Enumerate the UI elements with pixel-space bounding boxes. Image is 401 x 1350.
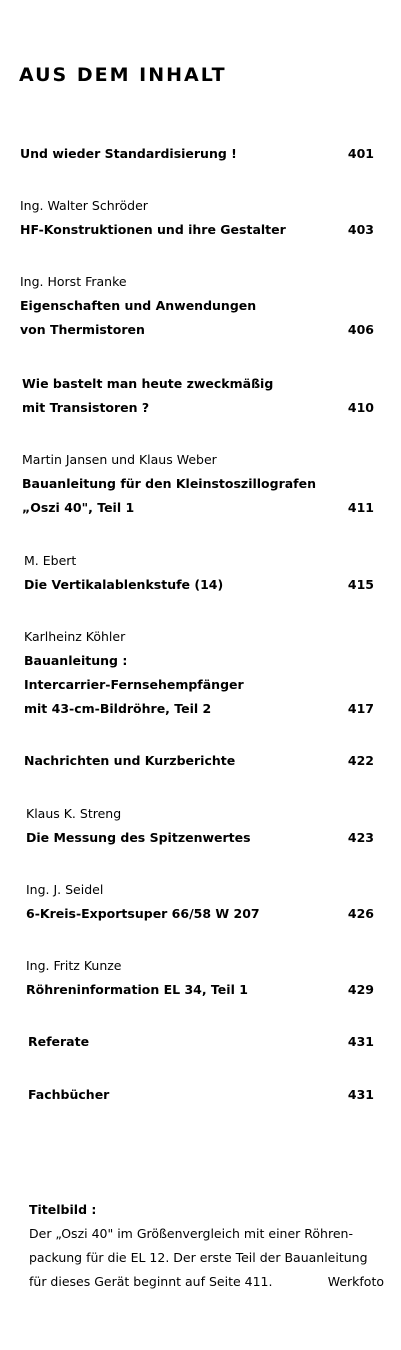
entry-title-line: 6-Kreis-Exportsuper 66/58 W 207 (26, 906, 260, 921)
entry-title-line: Röhreninformation EL 34, Teil 1 (26, 982, 248, 997)
caption-line-last (29, 1270, 384, 1294)
entry-title-line: Referate (28, 1034, 90, 1049)
entry-page-number: 403 (347, 222, 374, 237)
entry-title-line: mit Transistoren ? (22, 400, 150, 415)
entry-author: Ing. Horst Franke (20, 274, 127, 289)
entry-title-line: von Thermistoren (20, 322, 145, 337)
entry-page-number: 401 (347, 146, 374, 161)
entry-page-number: 423 (347, 830, 374, 845)
entry-title-line: HF-Konstruktionen und ihre Gestalter (20, 222, 286, 237)
photo-credit: Werkfoto (327, 1274, 384, 1289)
entry-page-number: 422 (347, 753, 374, 768)
entry-title-line: Bauanleitung für den Kleinstoszillografen (22, 476, 317, 491)
entry-author: Karlheinz Köhler (24, 629, 126, 644)
page-heading: AUS DEM INHALT (19, 64, 227, 86)
entry-title-line: Wie bastelt man heute zweckmäßig (22, 376, 274, 391)
entry-title-line: Fachbücher (28, 1087, 110, 1102)
entry-title-line: Nachrichten und Kurzberichte (24, 753, 236, 768)
caption-label: Titelbild : (29, 1202, 97, 1217)
entry-page-number: 406 (347, 322, 374, 337)
entry-page-number: 426 (347, 906, 374, 921)
entry-page-number: 410 (347, 400, 374, 415)
entry-page-number: 411 (347, 500, 374, 515)
entry-page-number: 415 (347, 577, 374, 592)
entry-author: Ing. J. Seidel (26, 882, 104, 897)
entry-title-line: „Oszi 40", Teil 1 (22, 500, 135, 515)
entry-page-number: 429 (347, 982, 374, 997)
entry-page-number: 431 (347, 1087, 374, 1102)
entry-author: Martin Jansen und Klaus Weber (22, 452, 217, 467)
entry-title-line: Und wieder Standardisierung ! (20, 146, 237, 161)
caption-line: packung für die EL 12. Der erste Teil der Bauanleitung (29, 1250, 368, 1265)
entry-page-number: 417 (347, 701, 374, 716)
entry-author: Ing. Walter Schröder (20, 198, 148, 213)
cover-caption (29, 1198, 384, 1294)
entry-page-number: 431 (347, 1034, 374, 1049)
caption-line-text: für dieses Gerät beginnt auf Seite 411. (29, 1274, 273, 1289)
entry-author: Ing. Fritz Kunze (26, 958, 122, 973)
entry-title-line: Die Vertikalablenkstufe (14) (24, 577, 224, 592)
entry-author: Klaus K. Streng (26, 806, 122, 821)
entry-author: M. Ebert (24, 553, 77, 568)
entry-title-line: Bauanleitung : (24, 653, 128, 668)
entry-title-line: Intercarrier-Fernsehempfänger (24, 677, 244, 692)
entry-title-line: Eigenschaften und Anwendungen (20, 298, 257, 313)
entry-title-line: Die Messung des Spitzenwertes (26, 830, 251, 845)
entry-title-line: mit 43-cm-Bildröhre, Teil 2 (24, 701, 212, 716)
caption-line: Der „Oszi 40" im Größenvergleich mit einer Röhren- (29, 1226, 353, 1241)
